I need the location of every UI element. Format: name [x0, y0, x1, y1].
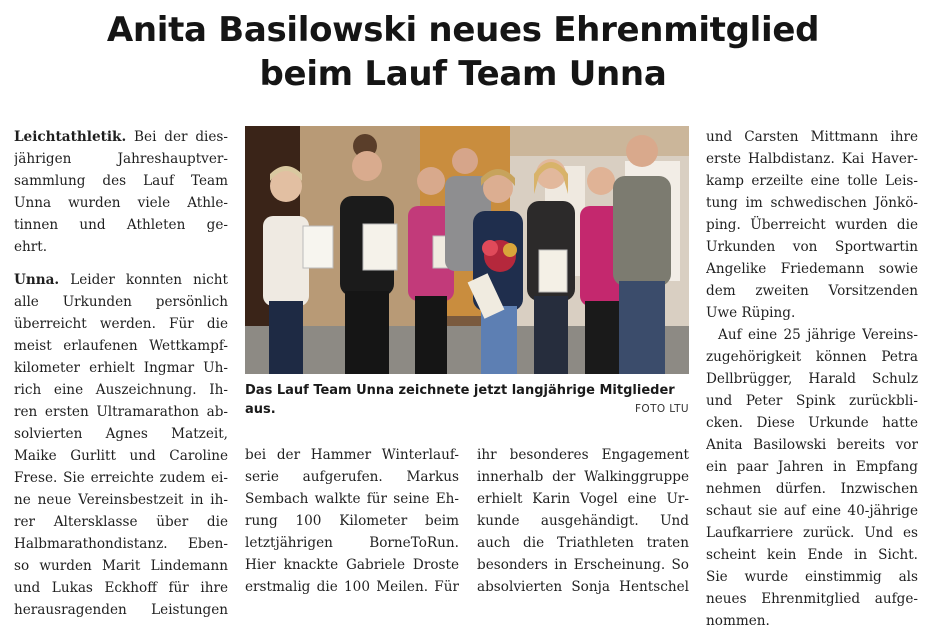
text-line: und Carsten Mittmann ihre — [706, 129, 918, 145]
team-photo-image — [245, 126, 689, 374]
text-line: tung im schwedischen Jönkö- — [706, 195, 918, 211]
text-line: rich eine Auszeichnung. Ih- — [14, 382, 228, 398]
text-line: innerhalb der Walkinggruppe — [477, 469, 689, 485]
text-line: überreicht werden. Für die — [14, 316, 228, 332]
text-line: absolvierten Sonja Hentschel — [477, 579, 689, 595]
text-line: cken. Diese Urkunde hatte — [706, 415, 918, 431]
text-line: rer Altersklasse über die — [14, 514, 228, 530]
text-line: nommen. — [706, 613, 770, 629]
text-line: Laufkarriere zurück. Und es — [706, 525, 918, 541]
text-line: herausragenden Leistungen — [14, 602, 228, 618]
text-line: bei der Hammer Winterlauf- — [245, 447, 459, 463]
text-line: solvierten Agnes Matzeit, — [14, 426, 228, 442]
text-line: Auf eine 25 jährige Vereins- — [718, 327, 918, 343]
text-line: Urkunden von Sportwartin — [706, 239, 918, 255]
text-line: Unna wurden viele Athle- — [14, 195, 228, 211]
text-line: Hier knackte Gabriele Droste — [245, 557, 459, 573]
text-line: ihr besonderes Engagement — [477, 447, 689, 463]
text-column-3 — [477, 444, 689, 598]
text-line: Halbmarathondistanz. Eben- — [14, 536, 228, 552]
text-line: tinnen und Athleten ge- — [14, 217, 228, 233]
text-line: ein paar Jahren in Empfang — [706, 459, 918, 475]
text-line: Dellbrügger, Harald Schulz — [706, 371, 918, 387]
text-line: und Lukas Eckhoff für ihre — [14, 580, 228, 596]
text-line: Anita Basilowski bereits vor — [706, 437, 918, 453]
text-line: ehrt. — [14, 239, 48, 255]
headline-line-2: beim Lauf Team Unna — [259, 54, 667, 94]
text-line: kunde ausgehändigt. Und — [477, 513, 689, 529]
text-line: erste Halbdistanz. Kai Haver- — [706, 151, 918, 167]
photo-caption: Das Lauf Team Unna zeichnete jetzt langjährige Mitglieder aus. — [245, 383, 675, 417]
text-line: ne neue Vereinsbestzeit in ih- — [14, 492, 228, 508]
text-column-2 — [245, 444, 459, 598]
dateline: Unna. — [14, 272, 60, 288]
text-line: Maike Gurlitt und Caroline — [14, 448, 228, 464]
text-line: rung 100 Kilometer beim — [245, 513, 459, 529]
text-line: schaut sie auf eine 40-jährige — [706, 503, 918, 519]
text-line: Sie wurde einstimmig als — [706, 569, 918, 585]
text-line: Angelike Friedemann sowie — [706, 261, 918, 277]
text-column-1 — [14, 126, 228, 621]
text-line: meist erlaufenen Wettkampf- — [14, 338, 228, 354]
photo-credit: FOTO LTU — [634, 403, 689, 415]
text-line: auch die Triathleten traten — [477, 535, 689, 551]
body-paragraph — [706, 324, 918, 632]
text-line: dem zweiten Vorsitzenden — [706, 283, 918, 299]
text-line: Frese. Sie erreichte zudem ei- — [14, 470, 228, 486]
text-line: kilometer erhielt Ingmar Uh- — [14, 360, 228, 376]
text-line: Unna. Leider konnten nicht — [14, 272, 228, 288]
text-line: erhielt Karin Vogel eine Ur- — [477, 491, 689, 507]
text-line: Uwe Rüping. — [706, 305, 796, 321]
headline-line-1: Anita Basilowski neues Ehrenmitglied — [106, 10, 820, 50]
text-line: alle Urkunden persönlich — [14, 294, 228, 310]
team-photo — [245, 126, 689, 374]
text-line: letztjährigen BorneToRun. — [245, 535, 459, 551]
text-line: zugehörigkeit können Petra — [706, 349, 918, 365]
text-line: jährigen Jahreshauptver- — [14, 151, 228, 167]
text-line: besonders in Erscheinung. So — [477, 557, 689, 573]
text-line: und Peter Spink zurückbli- — [706, 393, 918, 409]
text-line: erstmalig die 100 Meilen. Für — [245, 579, 459, 595]
intro-label: Leichtathletik. — [14, 129, 127, 145]
text-line: nehmen dürfen. Inzwischen — [706, 481, 918, 497]
text-line: Sembach walkte für seine Eh- — [245, 491, 459, 507]
body-paragraph — [14, 269, 228, 621]
text-line: kamp erzeilte eine tolle Leis- — [706, 173, 918, 189]
intro-paragraph — [14, 126, 228, 258]
text-line: ren ersten Ultramarathon ab- — [14, 404, 228, 420]
text-line: so wurden Marit Lindemann — [14, 558, 228, 574]
body-paragraph — [706, 126, 918, 324]
text-line: Leichtathletik. Bei der dies- — [14, 129, 228, 145]
text-line: sammlung des Lauf Team — [14, 173, 228, 189]
text-line: scheint kein Ende in Sicht. — [706, 547, 918, 563]
text-line: neues Ehrenmitglied aufge- — [706, 591, 918, 607]
text-line: serie aufgerufen. Markus — [245, 469, 459, 485]
text-column-4 — [706, 126, 918, 632]
text-line: ping. Überreicht wurden die — [706, 217, 918, 233]
article-headline — [0, 8, 926, 96]
